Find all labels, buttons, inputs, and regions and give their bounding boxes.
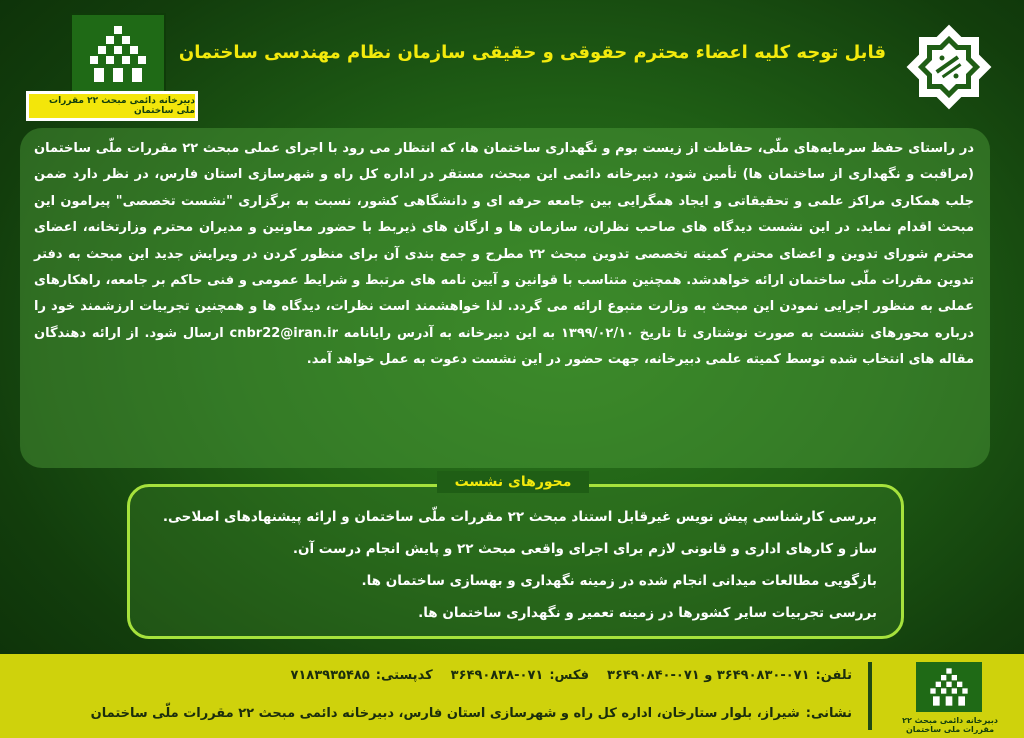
header-logo — [26, 13, 198, 119]
address-line — [52, 706, 852, 721]
topics-title: محورهای نشست — [437, 471, 589, 493]
address-label: نشانی: — [805, 706, 852, 721]
topics-panel — [127, 484, 904, 639]
emblem-icon — [900, 18, 998, 116]
building-logo-icon — [70, 13, 166, 95]
footer-divider — [868, 662, 872, 730]
topics-list — [137, 501, 877, 629]
postal-code-label: کدپستی: — [375, 668, 433, 683]
footer-logo-caption: دبیرخانه دائمی مبحث ۲۲ مقررات ملی ساختمان — [902, 716, 998, 734]
footer — [0, 654, 1024, 738]
topic-item: بررسی تجربیات سایر کشورها در زمینه تعمیر و نگهداری ساختمان ها. — [418, 605, 877, 621]
topic-item: بررسی کارشناسی پیش نویس غیرقابل استناد مبحث ۲۲ مقررات ملّی ساختمان و ارائه پیشنهادهای اصلاحی. — [162, 509, 877, 525]
topic-item: بازگویی مطالعات میدانی انجام شده در زمینه نگهداری و بهسازی ساختمان ها. — [361, 573, 877, 589]
fax-label: فکس: — [549, 668, 589, 683]
page-title: قابل توجه کلیه اعضاء محترم حقوقی و حقیقی سازمان نظام مهندسی ساختمان — [178, 42, 886, 63]
footer-logo — [886, 662, 1014, 734]
fax-value: ۰۷۱-۳۶۴۹۰۸۳۸ — [450, 668, 544, 683]
building-logo-icon — [916, 662, 982, 712]
phone-label: تلفن: — [815, 668, 852, 683]
address-value: شیراز، بلوار ستارخان، اداره کل راه و شهرسازی استان فارس، دبیرخانه دائمی مبحث ۲۲ مقررات ملّی ساختمان — [90, 706, 800, 721]
contact-line — [52, 668, 852, 683]
header-logo-caption: دبیرخانه دائمی مبحث ۲۲ مقررات ملی ساختمان — [26, 91, 198, 121]
topic-item: ساز و کارهای اداری و قانونی لازم برای اجرای واقعی مبحث ۲۲ و پایش انجام درست آن. — [292, 541, 877, 557]
postal-code-value: ۷۱۸۳۹۳۵۴۸۵ — [290, 668, 370, 683]
intro-paragraph: در راستای حفظ سرمایه‌های ملّی، حفاظت از زیست بوم و نگهداری ساختمان ها، که انتظار می رود با اجرای عملی مبحث ۲۲ مقررات ملّی ساختمان (مراقبت و نگهداری از ساختمان ها) تأمین شود، دبیرخانه دائمی این مبحث، مستقر در اداره کل راه و شهرسازی استان فارس، در نظر دارد ضمن جلب همکاری مراکز علمی و تحقیقاتی و ایجاد همگرایی بین جامعه حرفه ای و دانشگاهی کشور، نسبت به برگزاری "نشست تخصصی" پیرامون این مبحث اقدام نماید. در این نشست دیدگاه های صاحب نظران، سازمان ها و ارگان های ذیربط با حضور معاونین و مدیران محترم وزارتخانه، اعضای محترم شورای تدوین و اعضای محترم کمیته تخصصی تدوین مبحث ۲۲ مطرح و جمع بندی آن برای منظور کردن در ویرایش جدید این مبحث به دفتر تدوین مقررات ملّی ساختمان ارائه خواهدشد. همچنین متناسب با قوانین و آیین نامه های مرتبط و شرایط عمومی و فنی حاکم بر جامعه، راهکارهای عملی به منظور اجرایی نمودن این مبحث به وزارت متبوع ارائه می گردد. لذا خواهشمند است نظرات، دیدگاه ها و همچنین تجربیات ارزشمند خود را درباره محورهای نشست به صورت نوشتاری تا تاریخ ۱۳۹۹/۰۲/۱۰ به این دبیرخانه به آدرس رایانامه cnbr22@iran.ir ارسال شود. از ارائه دهندگان مقاله های انتخاب شده توسط کمیته علمی دبیرخانه، جهت حضور در این نشست دعوت به عمل خواهد آمد. — [20, 128, 990, 468]
phone-value: ۰۷۱-۳۶۴۹۰۸۳۰ و ۰۷۱-۳۶۴۹۰۸۴۰ — [607, 668, 810, 683]
